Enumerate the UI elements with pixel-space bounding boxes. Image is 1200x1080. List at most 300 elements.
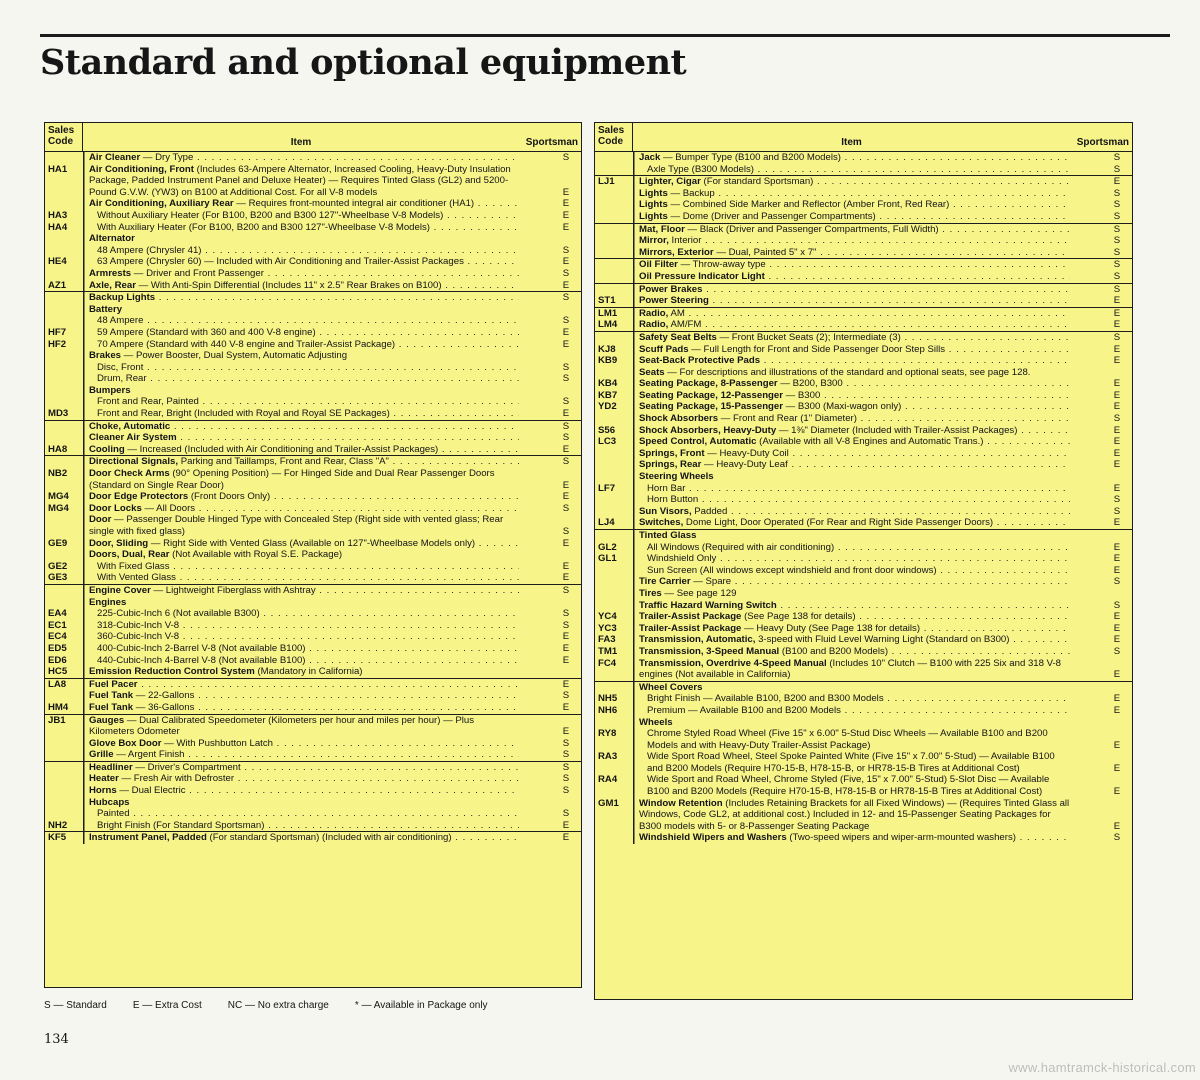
legend-standard: S — Standard — [44, 1000, 107, 1011]
sales-code: TM1 — [598, 645, 618, 657]
table-row — [595, 506, 1132, 518]
sportsman-availability: S — [562, 267, 570, 279]
item-description: Wide Sport and Road Wheel, Chrome Styled (Five, 15" x 7.00" 5-Stud) 5-Slot Disc — Available B100 and B200 Models (Require H70-15-B, H78-15-B or HR78-15-B Tires at Additional Cost) — [647, 774, 1050, 798]
sales-code — [45, 549, 85, 561]
table-row — [595, 332, 1132, 344]
item-name: Wheels — [639, 716, 673, 728]
item-description: Interior — [668, 235, 702, 247]
item-name: Sun Visors, — [639, 505, 692, 517]
item-text — [85, 585, 519, 597]
sales-code — [595, 717, 635, 729]
item-name: Battery — [89, 303, 123, 315]
item-name: Radio, — [639, 307, 669, 319]
item-description: — B300 — [782, 389, 821, 401]
sportsman-availability: S — [562, 420, 570, 432]
sportsman-availability — [1070, 717, 1132, 729]
item-text — [85, 421, 519, 433]
item-text — [635, 774, 1070, 797]
sales-code — [45, 514, 85, 537]
item-text — [635, 483, 1070, 495]
table-row — [595, 611, 1132, 623]
table-row — [595, 576, 1132, 588]
sportsman-availability: S — [1113, 246, 1121, 258]
item-description: (Not Available with Royal S.E. Package) — [169, 549, 343, 561]
sales-code: JB1 — [48, 714, 66, 726]
item-text — [635, 751, 1070, 774]
item-description: AM/FM — [668, 319, 702, 331]
item-description: 360-Cubic-Inch V-8 — [97, 631, 180, 643]
item-text — [635, 576, 1070, 588]
item-description: (B100 and B200 Models) — [779, 645, 889, 657]
sales-code — [595, 247, 635, 259]
sales-code — [45, 385, 85, 397]
item-text — [85, 549, 519, 561]
sportsman-availability: S — [562, 808, 570, 820]
item-text — [85, 373, 519, 385]
sportsman-availability: S — [1113, 152, 1121, 163]
sportsman-availability: E — [562, 832, 570, 844]
item-text — [635, 259, 1070, 271]
table-row — [595, 401, 1132, 413]
page-number: 134 — [44, 1032, 69, 1047]
table-row — [595, 623, 1132, 635]
item-name: Lights — [639, 187, 668, 199]
sales-code: LA8 — [48, 678, 67, 690]
item-text — [85, 561, 519, 573]
sportsman-availability: E — [1113, 611, 1121, 623]
sales-code: HA4 — [48, 221, 68, 233]
item-text — [85, 832, 519, 844]
table-row — [45, 514, 581, 537]
table-row — [595, 448, 1132, 460]
item-name: Radio, — [639, 319, 669, 331]
item-text — [635, 224, 1070, 236]
table-group — [595, 224, 1132, 260]
sales-code: LJ1 — [598, 176, 615, 188]
table-row — [45, 280, 581, 292]
item-text — [635, 390, 1070, 402]
sportsman-availability: E — [562, 209, 570, 221]
sales-code: GL2 — [598, 541, 617, 553]
item-text — [85, 631, 519, 643]
table-row — [45, 585, 581, 597]
table-group — [45, 715, 581, 762]
table-row — [45, 210, 581, 222]
item-description: Painted — [97, 808, 130, 820]
table-group — [595, 176, 1132, 223]
item-description: — Dual Calibrated Speedometer (Kilometers per hour and miles per hour) — Plus Kilometers Odometer — [89, 714, 475, 738]
item-name: Horns — [89, 785, 117, 797]
table-row — [45, 256, 581, 268]
item-description: Dome Light, Door Operated (For Rear and Right Side Passenger Doors) — [683, 517, 994, 529]
sales-code — [45, 690, 85, 702]
sales-code: YC3 — [598, 622, 617, 634]
item-description: — All Doors — [141, 502, 196, 514]
sales-code: LM1 — [598, 307, 618, 319]
item-description: (Two-speed wipers and wiper-arm-mounted washers) — [786, 832, 1016, 844]
header-item: Item — [290, 137, 312, 148]
table-row — [595, 483, 1132, 495]
table-row — [45, 421, 581, 433]
sportsman-availability: S — [562, 690, 570, 702]
table-row — [45, 808, 581, 820]
item-name: Safety Seat Belts — [639, 331, 717, 343]
sales-code: NH6 — [598, 704, 618, 716]
item-description: — Lightweight Fiberglass with Ashtray — [150, 584, 316, 596]
table-row — [595, 224, 1132, 236]
sales-code — [595, 332, 635, 344]
sales-code: MD3 — [48, 408, 69, 420]
sportsman-availability: S — [1113, 223, 1121, 235]
sportsman-availability: S — [562, 373, 570, 385]
item-text — [85, 749, 519, 761]
sales-code: ED5 — [48, 642, 67, 654]
item-name: Armrests — [89, 267, 132, 279]
item-name: Gauges — [89, 714, 125, 726]
sales-code — [595, 188, 635, 200]
item-name: Door, Sliding — [89, 537, 149, 549]
sales-code — [595, 459, 635, 471]
sportsman-availability: E — [562, 701, 570, 713]
sportsman-availability — [1070, 588, 1132, 600]
sales-code: LF7 — [598, 482, 616, 494]
item-description: — See page 129 — [661, 587, 737, 599]
sportsman-availability: E — [562, 572, 570, 584]
table-row — [45, 666, 581, 678]
item-description: — Spare — [690, 576, 732, 588]
item-text — [635, 542, 1070, 554]
table-row — [595, 308, 1132, 320]
sales-code — [595, 682, 635, 694]
item-name: Air Cleaner — [89, 152, 141, 163]
sales-code: GE2 — [48, 560, 68, 572]
sportsman-availability: S — [562, 432, 570, 444]
item-description: — 36-Gallons — [133, 701, 195, 713]
sales-code — [595, 199, 635, 211]
sportsman-availability: S — [562, 584, 570, 596]
item-text — [85, 280, 519, 292]
item-description: (Includes Retaining Brackets for all Fixed Windows) — (Requires Tinted Glass all Windows, Code GL2, at additional cost.) Included in 12- and 15-Passenger Seating Packages for B300 models with 5- or 8-Passenger Seating Package — [639, 797, 1070, 832]
item-name: Oil Pressure Indicator Light — [639, 270, 765, 282]
table-group — [45, 832, 581, 844]
sales-code — [45, 749, 85, 761]
sales-code: HA8 — [48, 443, 68, 455]
item-text — [85, 608, 519, 620]
sales-code — [45, 268, 85, 280]
sportsman-availability: E — [562, 338, 570, 350]
item-description: (For standard Sportsman) — [700, 176, 814, 188]
table-group — [595, 332, 1132, 530]
item-text — [85, 514, 519, 537]
item-text — [85, 738, 519, 750]
sportsman-availability: S — [562, 315, 570, 327]
table-row — [45, 738, 581, 750]
item-description: (Front Doors Only) — [188, 491, 271, 503]
table-row — [595, 600, 1132, 612]
table-group — [45, 762, 581, 833]
table-row — [45, 503, 581, 515]
item-name: Wheel Covers — [639, 681, 703, 693]
item-name: Door Check Arms — [89, 468, 170, 480]
sportsman-availability — [519, 666, 581, 678]
item-text — [635, 284, 1070, 296]
item-name: Brakes — [89, 350, 122, 362]
sportsman-availability: E — [1113, 176, 1121, 188]
table-row — [595, 247, 1132, 259]
table-row — [45, 408, 581, 420]
item-name: Backup Lights — [89, 292, 156, 304]
table-row — [45, 339, 581, 351]
item-name: Door — [89, 514, 112, 526]
item-text — [635, 425, 1070, 437]
sales-code: RA4 — [598, 774, 618, 786]
sportsman-availability: E — [1113, 517, 1121, 529]
item-description: (See Page 138 for details) — [741, 611, 856, 623]
table-row — [595, 774, 1132, 797]
item-text — [635, 600, 1070, 612]
table-row — [45, 350, 581, 362]
item-name: Axle, Rear — [89, 279, 136, 291]
table-row — [595, 717, 1132, 729]
item-description: — Bumper Type (B100 and B200 Models) — [660, 152, 841, 163]
item-text — [85, 245, 519, 257]
table-group — [45, 292, 581, 421]
item-description: Sun Screen (All windows except windshield and front door windows) — [647, 564, 937, 576]
table-row — [45, 152, 581, 164]
item-name: Alternator — [89, 233, 135, 245]
sales-code: YD2 — [598, 401, 617, 413]
sportsman-availability: E — [562, 479, 570, 491]
table-row — [595, 658, 1132, 681]
sportsman-availability: S — [562, 737, 570, 749]
sales-code — [595, 164, 635, 176]
item-text — [85, 350, 519, 362]
sportsman-availability: E — [1113, 739, 1121, 751]
item-text — [635, 211, 1070, 223]
item-description: — Dome (Driver and Passenger Compartments) — [667, 210, 876, 222]
sales-code: RA3 — [598, 751, 618, 763]
table-row — [595, 542, 1132, 554]
item-description: AM — [668, 307, 685, 319]
page-title: Standard and optional equipment — [40, 42, 687, 83]
table-row — [45, 456, 581, 468]
table-row — [45, 762, 581, 774]
item-name: Doors, Dual, Rear — [89, 549, 170, 561]
item-text — [635, 308, 1070, 320]
item-name: Springs, Front — [639, 447, 705, 459]
item-name: Tires — [639, 587, 662, 599]
sportsman-availability: E — [1113, 553, 1121, 565]
item-text — [635, 634, 1070, 646]
table-row — [45, 164, 581, 199]
table-row — [595, 164, 1132, 176]
table-row — [595, 565, 1132, 577]
sales-code — [45, 315, 85, 327]
sales-code — [45, 362, 85, 374]
sportsman-availability: E — [1113, 459, 1121, 471]
table-row — [595, 152, 1132, 164]
item-text — [635, 623, 1070, 635]
item-text — [85, 222, 519, 234]
sales-code: KJ8 — [598, 343, 616, 355]
item-text — [635, 798, 1070, 833]
sales-code: GE3 — [48, 572, 68, 584]
legend-extra-cost: E — Extra Cost — [132, 1000, 202, 1011]
item-name: Power Steering — [639, 295, 709, 307]
sales-code: NB2 — [48, 468, 68, 480]
table-row — [45, 820, 581, 832]
item-text — [85, 666, 519, 678]
item-name: Windshield Wipers and Washers — [639, 832, 787, 844]
item-description: 70 Ampere (Standard with 440 V-8 engine and Trailer-Assist Package) — [97, 338, 396, 350]
item-description: With Vented Glass — [97, 572, 176, 584]
sales-code: NH5 — [598, 693, 618, 705]
item-name: Seating Package, 8-Passenger — [639, 378, 778, 390]
sales-code: HF7 — [48, 326, 67, 338]
item-text — [85, 292, 519, 304]
table-row — [45, 749, 581, 761]
item-name: Cooling — [89, 443, 125, 455]
item-name: Seating Package, 15-Passenger — [639, 401, 783, 413]
table-row — [45, 491, 581, 503]
item-name: Instrument Panel, Padded — [89, 832, 207, 844]
sales-code: EA4 — [48, 608, 67, 620]
sales-code — [595, 832, 635, 844]
item-text — [635, 164, 1070, 176]
legend-no-extra-charge: NC — No extra charge — [227, 1000, 329, 1011]
item-name: Shock Absorbers — [639, 413, 719, 425]
table-row — [45, 785, 581, 797]
item-description: (90° Opening Position) — For Hinged Side and Dual Rear Passenger Doors (Standard on Single Rear Door) — [89, 468, 495, 491]
sportsman-availability: E — [562, 186, 570, 198]
item-description: Parking and Taillamps, Front and Rear, Class "A" — [178, 456, 389, 468]
sportsman-availability: S — [562, 761, 570, 773]
sportsman-availability — [1070, 530, 1132, 542]
item-name: Seat-Back Protective Pads — [639, 355, 761, 367]
item-text — [635, 319, 1070, 331]
item-name: Seats — [639, 366, 665, 378]
item-text — [85, 268, 519, 280]
item-description: With Auxiliary Heater (For B100, B200 and B300 127"-Wheelbase V-8 Models) — [97, 221, 430, 233]
sales-code — [595, 367, 635, 379]
table-row — [595, 259, 1132, 271]
item-text — [635, 176, 1070, 188]
item-name: Grille — [89, 749, 114, 761]
sportsman-availability: S — [1113, 576, 1121, 588]
table-header — [45, 123, 581, 152]
sportsman-availability: S — [1113, 163, 1121, 175]
table-row — [45, 198, 581, 210]
item-text — [635, 494, 1070, 506]
item-description: Axle Type (B300 Models) — [647, 163, 755, 175]
item-name: Oil Filter — [639, 259, 678, 271]
item-description: — Passenger Double Hinged Type with Concealed Step (Right side with vented glass; Rear single with fixed glass) — [89, 514, 504, 537]
table-group — [595, 284, 1132, 308]
sales-code — [595, 152, 635, 164]
table-row — [45, 561, 581, 573]
item-text — [85, 597, 519, 609]
item-description: 48 Ampere — [97, 315, 144, 327]
sportsman-availability: E — [1113, 389, 1121, 401]
item-description: — Combined Side Marker and Reflector (Amber Front, Red Rear) — [667, 199, 950, 211]
item-text — [635, 199, 1070, 211]
table-row — [595, 295, 1132, 307]
table-row — [595, 459, 1132, 471]
table-row — [45, 245, 581, 257]
table-row — [595, 271, 1132, 283]
sportsman-availability: S — [562, 502, 570, 514]
item-text — [85, 715, 519, 738]
item-description: (Includes 10" Clutch — B100 with 225 Six and 318 V-8 engines (Not available in California) — [639, 657, 1062, 681]
item-description: Windshield Only — [647, 553, 717, 565]
sales-code: HC5 — [48, 666, 68, 678]
sportsman-availability: E — [562, 678, 570, 690]
sales-code: GL1 — [598, 553, 617, 565]
sportsman-availability: E — [562, 726, 570, 738]
item-text — [85, 432, 519, 444]
item-text — [635, 682, 1070, 694]
item-text — [635, 717, 1070, 729]
sportsman-availability: S — [1113, 259, 1121, 271]
sales-code — [45, 396, 85, 408]
table-row — [45, 396, 581, 408]
table-row — [595, 646, 1132, 658]
item-description: — Dry Type — [140, 152, 194, 163]
sportsman-availability: S — [562, 361, 570, 373]
item-name: Fuel Tank — [89, 701, 134, 713]
equipment-table-left — [44, 122, 582, 988]
sales-code — [595, 211, 635, 223]
header-item: Item — [841, 137, 862, 148]
table-row — [595, 176, 1132, 188]
sales-code — [45, 292, 85, 304]
item-text — [85, 572, 519, 584]
item-text — [85, 233, 519, 245]
sportsman-availability: E — [562, 560, 570, 572]
table-row — [595, 235, 1132, 247]
sportsman-availability: E — [1113, 704, 1121, 716]
table-group — [595, 308, 1132, 332]
table-row — [595, 588, 1132, 600]
table-row — [45, 690, 581, 702]
table-row — [595, 378, 1132, 390]
item-text — [85, 304, 519, 316]
sales-code: GE9 — [48, 537, 68, 549]
sales-code — [595, 413, 635, 425]
item-description: — B200, B300 — [777, 378, 843, 390]
item-description: 48 Ampere (Chrysler 41) — [97, 244, 202, 256]
sportsman-availability — [519, 233, 581, 245]
item-text — [85, 444, 519, 456]
sales-code: HE4 — [48, 256, 67, 268]
item-description: — 22-Gallons — [133, 690, 195, 702]
item-description: 63 Ampere (Chrysler 60) — Included with Air Conditioning and Trailer-Assist Packages — [97, 256, 464, 268]
item-text — [635, 471, 1070, 483]
table-row — [45, 773, 581, 785]
item-text — [85, 762, 519, 774]
item-description: — B300 (Maxi-wagon only) — [782, 401, 902, 413]
item-description: — Throw-away type — [677, 259, 766, 271]
sportsman-availability: S — [1113, 505, 1121, 517]
table-row — [595, 367, 1132, 379]
sportsman-availability: E — [1113, 541, 1121, 553]
sportsman-availability: E — [1113, 295, 1121, 307]
item-text — [85, 690, 519, 702]
item-text — [635, 413, 1070, 425]
sportsman-availability: E — [1113, 622, 1121, 634]
sales-code: KF5 — [48, 832, 67, 844]
sportsman-availability: S — [1113, 599, 1121, 611]
